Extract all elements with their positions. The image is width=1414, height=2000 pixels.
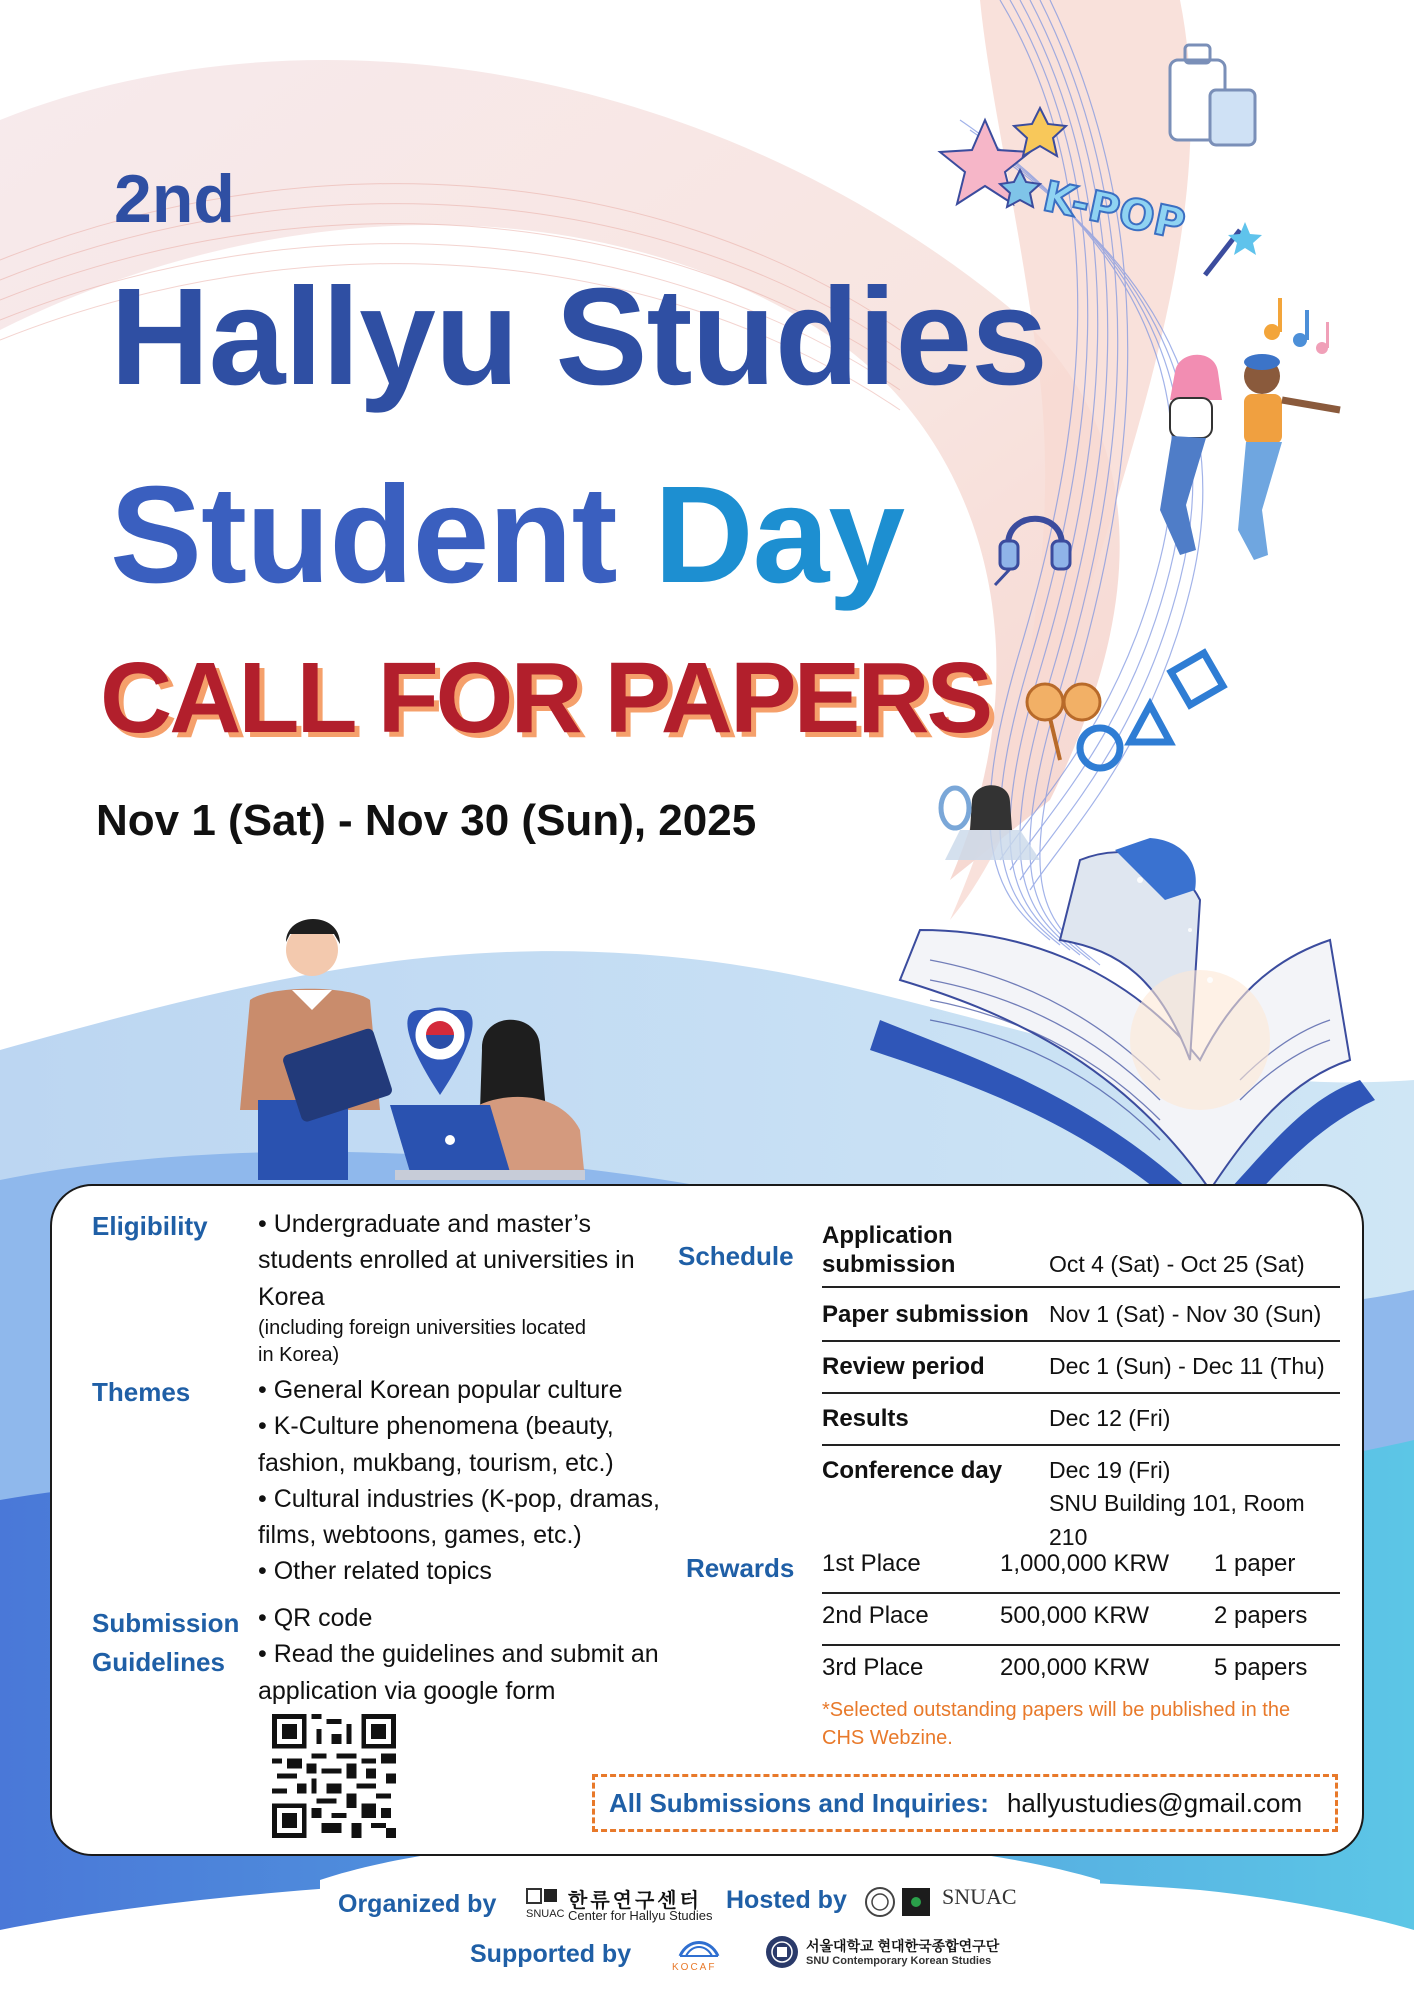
schedule-item: Paper submission — [822, 1301, 1029, 1328]
theme-item: films, webtoons, games, etc.) — [258, 1521, 582, 1549]
schedule-date: Dec 1 (Sun) - Dec 11 (Thu) — [1049, 1353, 1325, 1379]
title-day: Day — [653, 458, 905, 612]
schedule-item: Conference day — [822, 1457, 1003, 1484]
reward-row — [822, 1542, 1340, 1594]
org-korean-name: 한류연구센터 — [568, 1890, 702, 1912]
schedule-item: Review period — [822, 1353, 985, 1380]
schedule-row — [822, 1288, 1340, 1342]
reward-place: 1st Place — [822, 1550, 921, 1577]
submission-item: • Read the guidelines and submit an — [258, 1640, 659, 1669]
eligibility-line: • Undergraduate and master’s — [258, 1210, 592, 1238]
rewards-note — [822, 1696, 1342, 1752]
theme-item: • Cultural industries (K-pop, dramas, — [258, 1484, 660, 1513]
title-line-1: Hallyu Studies — [110, 260, 1047, 414]
theme-item: • K-Culture phenomena (beauty, — [258, 1412, 614, 1441]
schedule-venue: SNU Building 101, Room 210 — [1049, 1490, 1305, 1550]
org-english-name: Center for Hallyu Studies — [568, 1908, 713, 1923]
kocaf-emblem-icon — [676, 1932, 722, 1962]
eligibility-line: students enrolled at universities in — [258, 1246, 635, 1275]
submission-label — [92, 1604, 239, 1682]
submission-label-line: Guidelines — [92, 1647, 225, 1677]
submission-item: application via google form — [258, 1676, 556, 1705]
eligibility-label: Eligibility — [92, 1211, 208, 1241]
schedule-item: Results — [822, 1405, 909, 1432]
reward-place: 2nd Place — [822, 1602, 929, 1629]
org-mark: SNUAC — [526, 1908, 565, 1920]
qr-code[interactable] — [272, 1714, 396, 1838]
rewards-note-line: CHS Webzine. — [822, 1727, 953, 1749]
title-student: Student — [110, 458, 617, 612]
theme-item: fashion, mukbang, tourism, etc.) — [258, 1448, 614, 1477]
korean-flag-pin-icon — [407, 1009, 472, 1095]
schedule-row — [822, 1216, 1340, 1288]
support2-english-name: SNU Contemporary Korean Studies — [806, 1955, 992, 1967]
reward-amount: 500,000 KRW — [1000, 1602, 1149, 1629]
theme-item: • General Korean popular culture — [258, 1376, 623, 1404]
schedule-item-line: submission — [822, 1250, 956, 1278]
snu-seal-icon — [864, 1884, 934, 1920]
theme-item: • Other related topics — [258, 1557, 492, 1586]
kocaf-name: KOCAF — [672, 1962, 717, 1973]
schedule-date-line: Dec 19 (Fri) — [1049, 1457, 1171, 1483]
schedule-label: Schedule — [678, 1241, 794, 1271]
support2-korean-name: 서울대학교 현대한국종합연구단 — [806, 1938, 1000, 1954]
schedule-item — [822, 1222, 955, 1280]
themes-label: Themes — [92, 1377, 191, 1407]
girl-illustration — [941, 785, 1040, 860]
schedule-date: Dec 12 (Fri) — [1049, 1405, 1171, 1431]
reward-amount: 1,000,000 KRW — [1000, 1550, 1169, 1577]
schedule-date — [1049, 1454, 1340, 1554]
reward-row — [822, 1646, 1340, 1698]
reward-count: 1 paper — [1214, 1550, 1296, 1577]
circle-shape-icon — [1080, 728, 1120, 768]
luggage-icon — [1170, 45, 1255, 145]
reward-amount: 200,000 KRW — [1000, 1654, 1149, 1681]
hosted-by-label: Hosted by — [726, 1886, 847, 1914]
submission-item: • QR code — [258, 1604, 373, 1632]
triangle-shape-icon — [1130, 705, 1170, 742]
eligibility-text — [258, 1206, 678, 1369]
schedule-row — [822, 1342, 1340, 1394]
inquiry-label: All Submissions and Inquiries: — [609, 1787, 989, 1818]
eligibility-note: (including foreign universities located — [258, 1316, 586, 1339]
submission-text — [258, 1600, 688, 1709]
reward-row — [822, 1594, 1340, 1646]
edition-label: 2nd — [114, 161, 235, 237]
kpop-sign: K-POP — [1038, 171, 1190, 250]
schedule-date: Oct 4 (Sat) - Oct 25 (Sat) — [1049, 1251, 1305, 1277]
open-book-icon — [870, 838, 1375, 1240]
reward-place: 3rd Place — [822, 1654, 924, 1681]
inquiry-box — [592, 1774, 1338, 1832]
eligibility-note: in Korea) — [258, 1343, 340, 1366]
submission-label-line: Submission — [92, 1608, 240, 1638]
inquiry-email-link[interactable]: hallyustudies@gmail.com — [1006, 1787, 1303, 1818]
rewards-label: Rewards — [686, 1553, 795, 1583]
lollipop-icon — [1027, 684, 1100, 760]
call-for-papers-heading: CALL FOR PAPERS — [100, 642, 991, 754]
themes-list — [258, 1372, 688, 1590]
square-shape-icon — [1171, 653, 1223, 705]
music-note-icon — [1264, 298, 1329, 354]
event-dates: Nov 1 (Sat) - Nov 30 (Sun), 2025 — [96, 796, 757, 845]
schedule-row — [822, 1394, 1340, 1446]
dancers-illustration — [1160, 354, 1340, 560]
schedule-row — [822, 1446, 1340, 1550]
snu-emblem-icon — [764, 1934, 800, 1970]
schedule-date: Nov 1 (Sat) - Nov 30 (Sun) — [1049, 1301, 1322, 1327]
rewards-note-line: *Selected outstanding papers will be published in the — [822, 1699, 1291, 1721]
headphones-icon — [995, 519, 1070, 585]
schedule-item-line: Application — [822, 1222, 953, 1249]
eligibility-line: Korea — [258, 1282, 325, 1311]
students-illustration — [240, 919, 585, 1180]
supported-by-label: Supported by — [470, 1940, 632, 1968]
organized-by-label: Organized by — [338, 1890, 497, 1918]
reward-count: 5 papers — [1214, 1654, 1308, 1681]
reward-count: 2 papers — [1214, 1602, 1308, 1629]
host-name: SNUAC — [942, 1884, 1017, 1909]
